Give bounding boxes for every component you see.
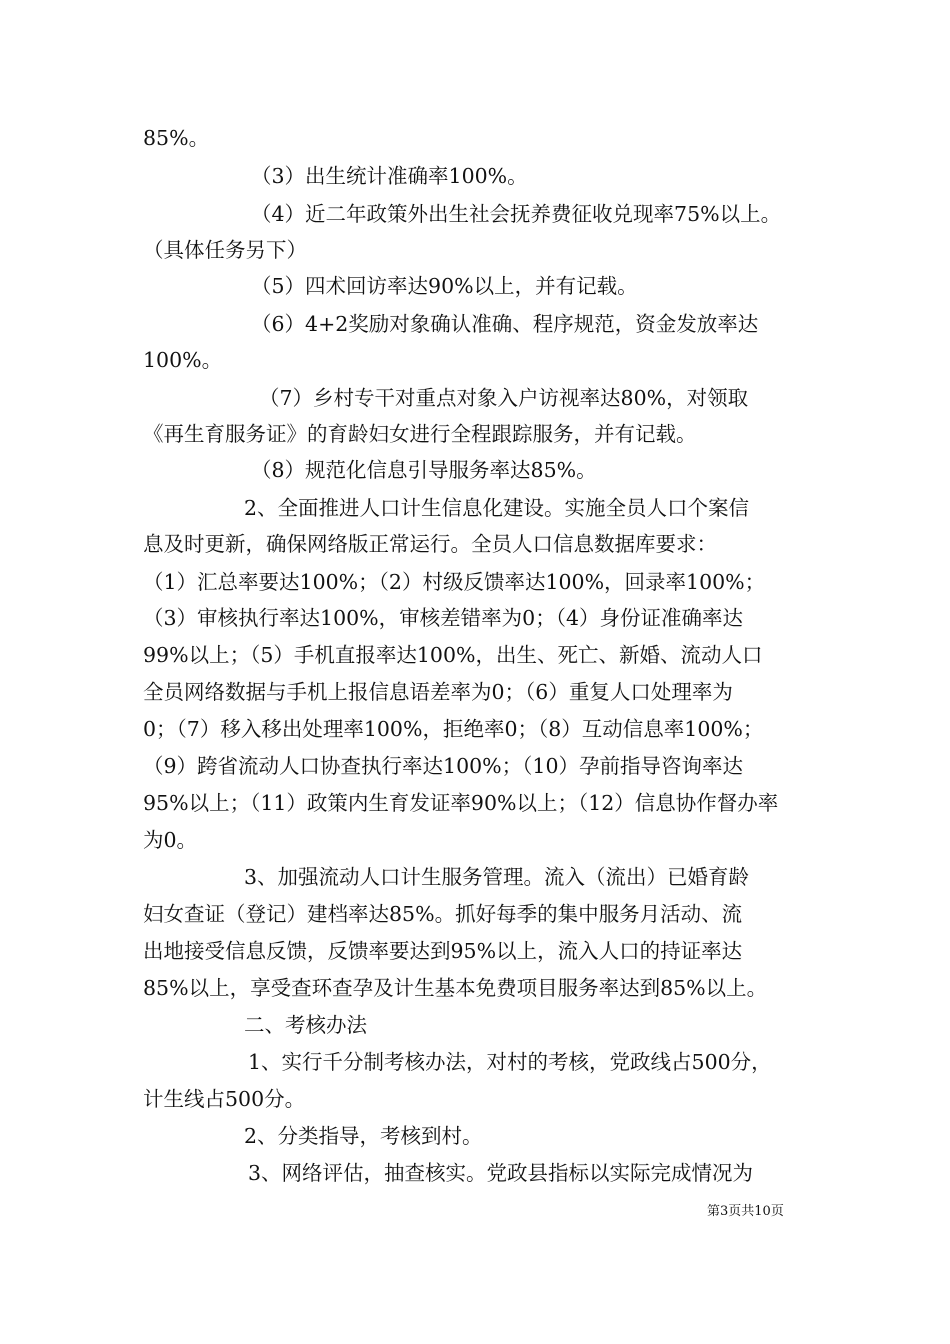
text-line: 85%。 xyxy=(143,126,210,150)
section-heading: 二、考核办法 xyxy=(244,1013,367,1037)
text-line: （4）近二年政策外出生社会抚养费征收兑现率75%以上。 xyxy=(251,202,782,226)
page-number: 第3页共10页 xyxy=(707,1204,784,1219)
text-line: 出地接受信息反馈，反馈率要达到95%以上，流入人口的持证率达 xyxy=(143,939,743,963)
text-line: 息及时更新，确保网络版正常运行。全员人口信息数据库要求： xyxy=(143,532,717,556)
text-line: 99%以上；（5）手机直报率达100%，出生、死亡、新婚、流动人口 xyxy=(143,643,763,667)
text-line: 0；（7）移入移出处理率100%，拒绝率0；（8）互动信息率100%； xyxy=(143,717,764,741)
text-line: 全员网络数据与手机上报信息语差率为0；（6）重复人口处理率为 xyxy=(143,680,733,704)
text-line: 3、加强流动人口计生服务管理。流入（流出）已婚育龄 xyxy=(244,865,750,889)
text-line: 100%。 xyxy=(143,348,223,372)
text-line: （9）跨省流动人口协查执行率达100%；（10）孕前指导咨询率达 xyxy=(143,754,743,778)
text-line: （8）规范化信息引导服务率达85%。 xyxy=(251,458,597,482)
text-line: 3、网络评估，抽查核实。党政县指标以实际完成情况为 xyxy=(248,1161,754,1185)
text-line: 1、实行千分制考核办法，对村的考核，党政线占500分， xyxy=(248,1050,772,1074)
text-line: （3）审核执行率达100%，审核差错率为0；（4）身份证准确率达 xyxy=(143,606,743,630)
text-line: （6）4+2奖励对象确认准确、程序规范，资金发放率达 xyxy=(251,312,759,336)
text-line: 《再生育服务证》的育龄妇女进行全程跟踪服务，并有记载。 xyxy=(143,422,697,446)
text-line: （1）汇总率要达100%；（2）村级反馈率达100%，回录率100%； xyxy=(143,570,766,594)
text-line: （具体任务另下） xyxy=(143,238,307,262)
text-line: 妇女查证（登记）建档率达85%。抓好每季的集中服务月活动、流 xyxy=(143,902,743,926)
text-line: （7）乡村专干对重点对象入户访视率达80%，对领取 xyxy=(259,386,749,410)
text-line: 2、全面推进人口计生信息化建设。实施全员人口个案信 xyxy=(244,496,750,520)
text-line: 为0。 xyxy=(143,828,198,852)
text-line: （3）出生统计准确率100%。 xyxy=(251,164,528,188)
text-line: （5）四术回访率达90%以上，并有记载。 xyxy=(251,274,638,298)
text-line: 85%以上，享受查环查孕及计生基本免费项目服务率达到85%以上。 xyxy=(143,976,768,1000)
text-line: 95%以上；（11）政策内生育发证率90%以上；（12）信息协作督办率 xyxy=(143,791,779,815)
text-line: 2、分类指导，考核到村。 xyxy=(244,1124,483,1148)
text-line: 计生线占500分。 xyxy=(143,1087,306,1111)
